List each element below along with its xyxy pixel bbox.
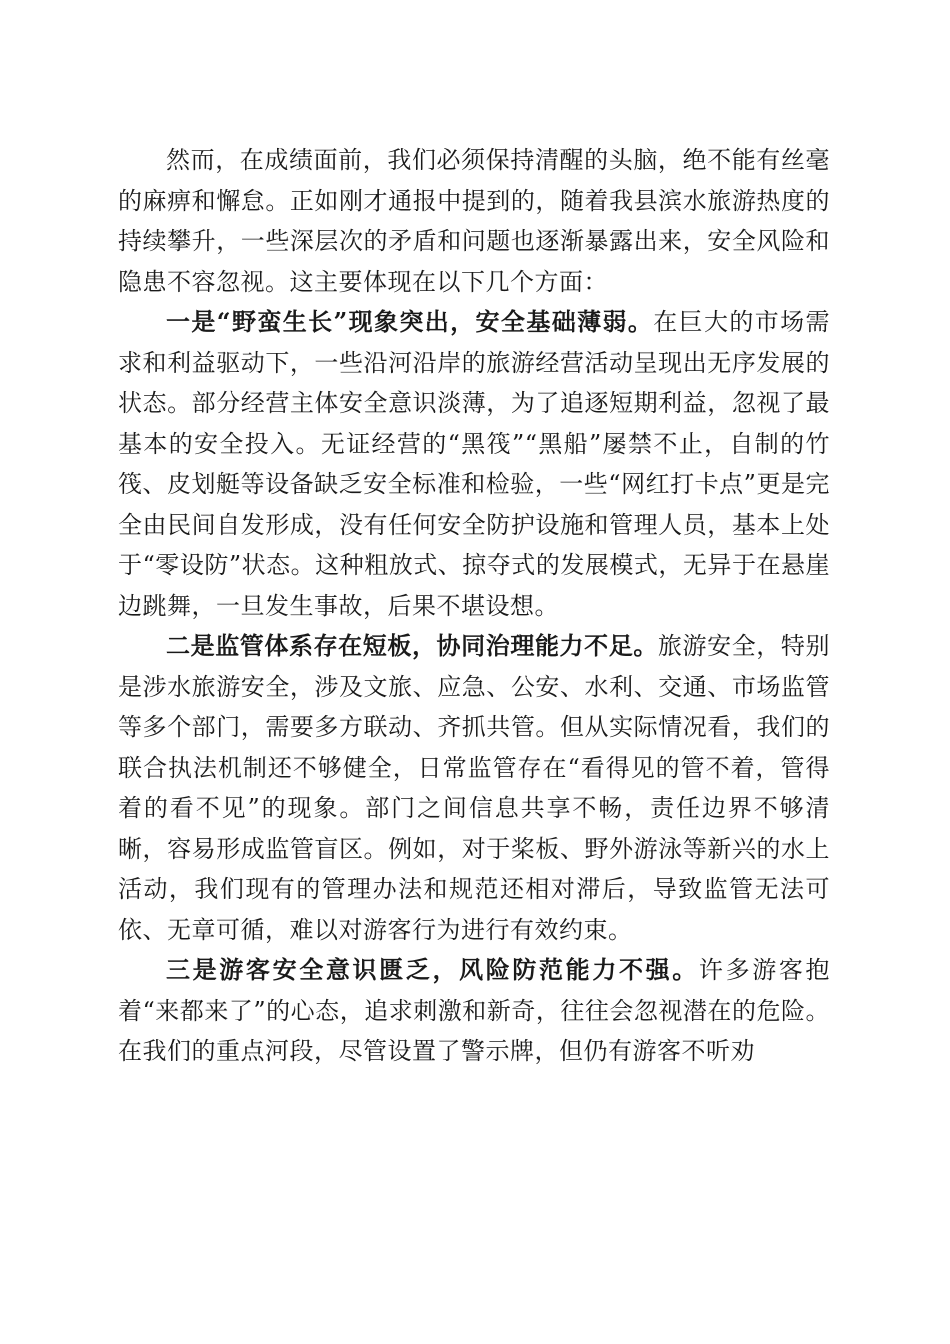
- document-body: [118, 140, 830, 1072]
- paragraph-text: 然而，在成绩面前，我们必须保持清醒的头脑，绝不能有丝毫的麻痹和懈怠。正如刚才通报中提到的，随着我县滨水旅游热度的持续攀升，一些深层次的矛盾和问题也逐渐暴露出来，安全风险和隐患不容忽视。这主要体现在以下几个方面：: [118, 146, 830, 296]
- paragraph-point-one: [118, 302, 830, 626]
- paragraph-text: 在巨大的市场需求和利益驱动下，一些沿河沿岸的旅游经营活动呈现出无序发展的状态。部分经营主体安全意识淡薄，为了追逐短期利益，忽视了最基本的安全投入。无证经营的“黑筏”“黑船”屡禁不止，自制的竹筏、皮划艇等设备缺乏安全标准和检验，一些“网红打卡点”更是完全由民间自发形成，没有任何安全防护设施和管理人员，基本上处于“零设防”状态。这种粗放式、掠夺式的发展模式，无异于在悬崖边跳舞，一旦发生事故，后果不堪设想。: [118, 308, 831, 620]
- paragraph-lead: 二是监管体系存在短板，协同治理能力不足。: [166, 631, 658, 660]
- paragraph-point-two: [118, 626, 830, 950]
- paragraph-intro: [118, 140, 830, 302]
- paragraph-lead: 一是“野蛮生长”现象突出，安全基础薄弱。: [166, 307, 654, 336]
- paragraph-point-three: [118, 950, 830, 1072]
- paragraph-lead: 三是游客安全意识匮乏，风险防范能力不强。: [166, 955, 699, 984]
- paragraph-text: 许多游客抱着“来都来了”的心态，追求刺激和新奇，往往会忽视潜在的危险。在我们的重点河段，尽管设置了警示牌，但仍有游客不听劝: [118, 956, 831, 1065]
- paragraph-text: 旅游安全，特别是涉水旅游安全，涉及文旅、应急、公安、水利、交通、市场监管等多个部门，需要多方联动、齐抓共管。但从实际情况看，我们的联合执法机制还不够健全，日常监管存在“看得见的管不着，管得着的看不见”的现象。部门之间信息共享不畅，责任边界不够清晰，容易形成监管盲区。例如，对于桨板、野外游泳等新兴的水上活动，我们现有的管理办法和规范还相对滞后，导致监管无法可依、无章可循，难以对游客行为进行有效约束。: [118, 632, 830, 944]
